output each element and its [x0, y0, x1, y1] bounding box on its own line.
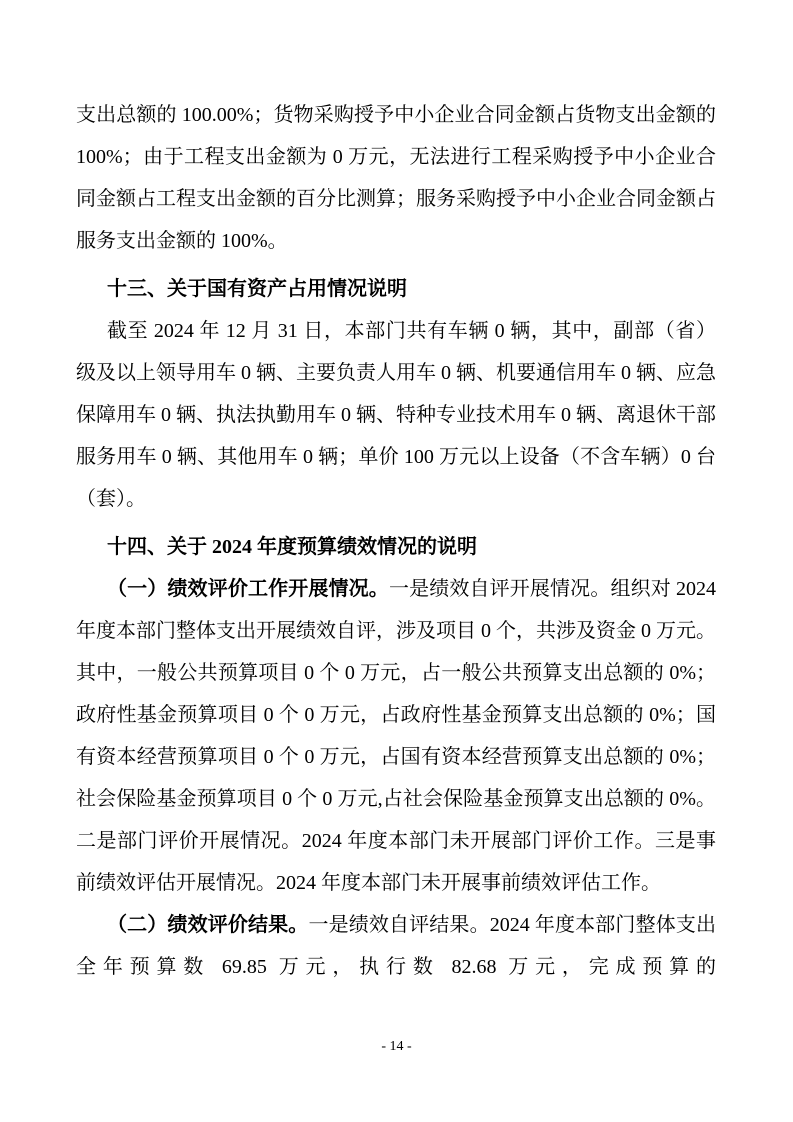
paragraph-procurement-smb-continuation: 支出总额的 100.00%；货物采购授予中小企业合同金额占货物支出金额的 100%；由于工程支出金额为 0 万元，无法进行工程采购授予中小企业合同金额占工程支出金额的百分比测算；服务采购授予中小企业合同金额占服务支出金额的 100%。 [76, 104, 716, 252]
section-14-heading: 十四、关于 2024 年度预算绩效情况的说明 [107, 536, 477, 558]
paragraph-state-assets-usage: 截至 2024 年 12 月 31 日，本部门共有车辆 0 辆，其中，副部（省）级及以上领导用车 0 辆、主要负责人用车 0 辆、机要通信用车 0 辆、应急保障用车 0 辆、执法执勤用车 0 辆、特种专业技术用车 0 辆、离退休干部服务用车 0 辆、其他用车 0 辆；单价 100 万元以上设备（不含车辆）0 台（套）。 [76, 320, 716, 510]
page-footer [0, 1036, 793, 1058]
document-body [76, 94, 716, 988]
paragraph-body-text: 一是绩效自评开展情况。组织对 2024 年度本部门整体支出开展绩效自评，涉及项目 0 个，共涉及资金 0 万元。其中，一般公共预算项目 0 个 0 万元，占一般公共预算支出总额的 0%；政府性基金预算项目 0 个 0 万元，占政府性基金预算支出总额的 0%；国有资本经营预算项目 0 个 0 万元，占国有资本经营预算支出总额的 0%；社会保险基金预算项目 0 个 0 万元,占社会保险基金预算支出总额的 0%。二是部门评价开展情况。2024 年度本部门未开展部门评价工作。三是事前绩效评估开展情况。2024 年度本部门未开展事前绩效评估工作。 [76, 578, 717, 894]
page-number: - 14 - [381, 1039, 412, 1054]
paragraph-lead-bold: （一）绩效评价工作开展情况。 [107, 578, 389, 600]
section-13-heading: 十三、关于国有资产占用情况说明 [107, 278, 407, 300]
paragraph-performance-evaluation-result [76, 904, 716, 988]
paragraph-performance-evaluation-work [76, 568, 716, 904]
paragraph-lead-bold: （二）绩效评价结果。 [107, 914, 309, 936]
paragraph-body-text: 一是绩效自评结果。2024 年度本部门整体支出全年预算数 69.85 万元，执行数 82.68 万元，完成预算的 [76, 914, 717, 978]
